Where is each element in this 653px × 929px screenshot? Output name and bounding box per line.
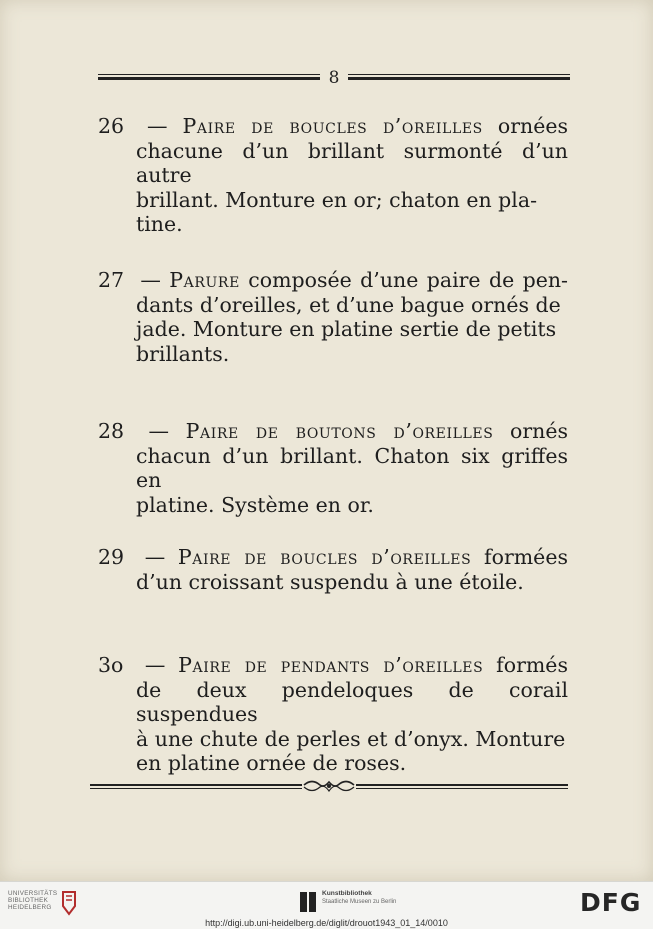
university-library-logo (8, 890, 57, 912)
lot-number: 26 (98, 114, 125, 138)
lot-heading-tail: formés (496, 653, 568, 677)
lot-entry-26 (98, 114, 568, 237)
lot-number: 27 (98, 268, 125, 292)
lot-heading: Paire de boucles d’oreilles (177, 545, 472, 569)
entry-dash: — (144, 653, 166, 677)
page-number: 8 (328, 68, 340, 88)
ornament-line (356, 788, 568, 789)
flourish-icon (302, 774, 356, 798)
lot-number: 29 (98, 545, 125, 569)
entry-body (98, 444, 568, 518)
entry-body (98, 570, 568, 595)
lot-heading: Paire de boucles d’oreilles (182, 114, 483, 138)
lot-entry-27 (98, 268, 568, 366)
digitization-footer (0, 881, 653, 929)
ornament-line (90, 784, 302, 786)
entry-line: platine. Système en or. (136, 492, 374, 517)
entry-line: à une chute de perles et d’onyx. Monture (136, 726, 566, 751)
logo-text-line: BIBLIOTHEK (8, 897, 49, 905)
header-rule-right (348, 77, 570, 80)
lot-entry-29 (98, 545, 568, 594)
ornament-line (90, 788, 302, 789)
entry-line: en platine ornée de roses. (136, 751, 407, 775)
entry-first-line (98, 419, 568, 444)
entry-line: chacun d’un brillant. Chaton six griffes en (136, 443, 568, 492)
entry-body (98, 678, 568, 776)
logo-text-line: HEIDELBERG (8, 904, 52, 912)
entry-line: de deux pendeloques de corail suspendues (136, 677, 568, 726)
lot-number: 3o (98, 653, 124, 677)
entry-line: d’un croissant suspendu à une étoile. (136, 569, 524, 594)
lot-heading: Parure (169, 268, 240, 292)
entry-first-line (98, 545, 568, 570)
entry-first-line (98, 653, 568, 678)
lot-heading-tail: ornées (497, 114, 568, 138)
source-url-link[interactable]: http://digi.ub.uni-heidelberg.de/diglit/drouot1943_01_14/0010 (205, 918, 448, 928)
entry-dash: — (144, 545, 166, 569)
entry-line: tine. (136, 212, 183, 236)
lot-heading-tail: composée d’une paire de pen- (248, 268, 568, 292)
entry-body (98, 139, 568, 237)
entry-line: brillants. (136, 341, 230, 366)
lot-entry-28 (98, 419, 568, 517)
entry-line: chacune d’un brillant surmonté d’un autre (136, 138, 568, 187)
lot-number: 28 (98, 419, 125, 443)
lot-heading-tail: formées (484, 545, 568, 569)
header-rule (98, 68, 570, 88)
lot-heading: Paire de pendants d’oreilles (178, 653, 484, 677)
footer-ornament (90, 774, 568, 798)
header-rule-left (98, 77, 320, 80)
logo-text-line: UNIVERSITÄTS (8, 890, 58, 897)
header-rule-left-thin (98, 74, 320, 75)
entry-body (98, 293, 568, 367)
lot-heading-tail: ornés (509, 419, 568, 443)
entry-line: brillant. Monture en or; chaton en pla- (136, 187, 538, 212)
lot-heading: Paire de boutons d’oreilles (185, 419, 494, 443)
entry-dash: — (147, 114, 168, 138)
entry-line: jade. Monture en platine sertie de petits (136, 317, 557, 341)
entry-line: dants d’oreilles, et d’une bague ornés de (136, 292, 561, 317)
kb-subtitle: Staatliche Museen zu Berlin (322, 899, 397, 905)
lot-entry-30 (98, 653, 568, 776)
entry-dash: — (148, 419, 170, 443)
entry-dash: — (140, 268, 161, 292)
dfg-logo: DFG (580, 888, 642, 917)
university-shield-icon (60, 890, 78, 916)
ornament-line (356, 784, 568, 786)
kunstbibliothek-label (322, 890, 396, 906)
header-rule-right-thin (348, 74, 570, 75)
kb-title: Kunstbibliothek (322, 890, 372, 897)
kunstbibliothek-icon (298, 890, 318, 914)
entry-first-line (98, 114, 568, 139)
entry-first-line (98, 268, 568, 293)
